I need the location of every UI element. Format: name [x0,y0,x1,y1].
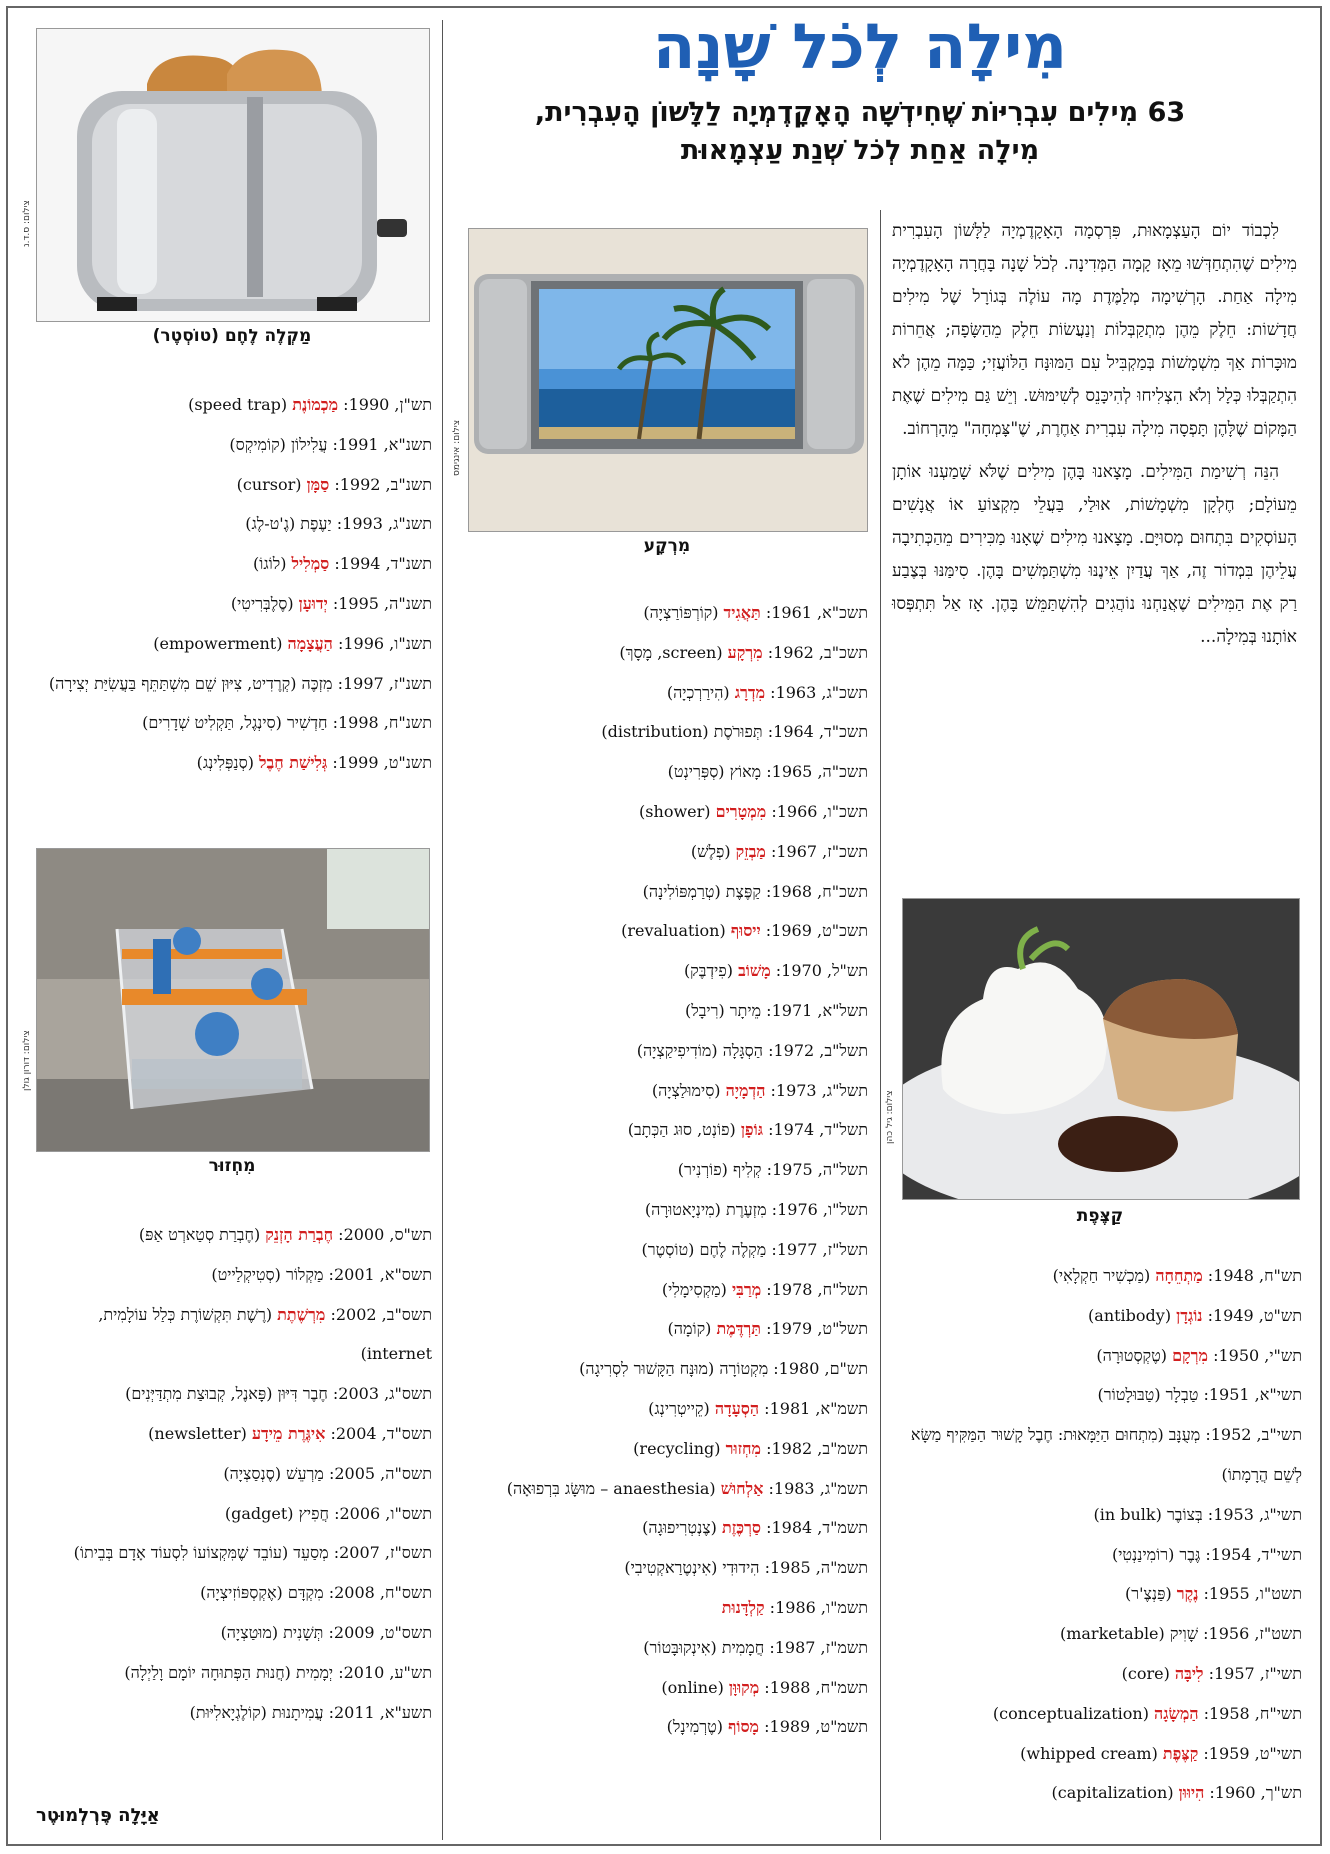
word-entry [902,1495,1302,1535]
entry-year: תשמ"ו, 1986: [764,1597,868,1617]
entry-year: תשכ"ז, 1967: [765,841,868,861]
entry-highlighted-word: מִרְקָם [1172,1345,1208,1365]
entry-highlighted-word: נֶקֶר [1176,1584,1199,1604]
entry-year: תש"ח, 1948: [1202,1266,1302,1285]
word-entry [36,664,432,704]
column-divider-right [880,210,881,1840]
entry-word-text: חַדְשִׁיר (סִינְגֶל, תַּקְלִיט שְׁדָרִים) [142,713,328,733]
entry-year: תשס"ז, 2007: [328,1543,432,1563]
page-subtitle [420,94,1300,170]
word-entry [468,1548,868,1588]
entry-year: תשל"ו, 1976: [766,1199,868,1219]
entry-highlighted-word: הַסְעָדָה [714,1398,760,1418]
word-entry [468,1469,868,1509]
entry-word-text: (screen, מָסָךְ) [619,642,728,662]
entry-highlighted-word: סַרְכֶּזֶת [722,1518,761,1538]
entry-year: תשל"ח, 1978: [761,1279,868,1299]
word-entry [36,1494,432,1534]
word-list-left-upper [36,385,432,783]
word-entry [902,1574,1302,1614]
word-entry [36,1414,432,1454]
entry-year: תש"י, 1950: [1207,1345,1302,1365]
entry-word-text: חֲפִיץ (gadget) [224,1503,329,1523]
word-entry [468,712,868,752]
entry-year: תשכ"ו, 1966: [766,801,868,821]
entry-year: תשמ"ג, 1983: [763,1478,868,1498]
entry-highlighted-word: מִרְשֶׁתֶת [277,1304,326,1324]
word-entry [902,1614,1302,1654]
word-entry [36,1255,432,1295]
entry-year: תשס"ד, 2004: [325,1423,432,1443]
word-entry [902,1694,1302,1734]
entry-word-text: (מַקְסִימָלִי) [661,1279,732,1299]
dessert-caption: קַצֶּפֶת [1076,1206,1124,1226]
entry-year: תשנ"ט, 1999: [327,753,432,773]
entry-word-text: תְּפוּרֹסֶת (distribution) [601,722,763,742]
entry-highlighted-word: מִדְרָג [734,682,766,702]
entry-year: תשס"ח, 2008: [323,1583,432,1603]
entry-highlighted-word: יִיסוּף [730,921,761,941]
entry-highlighted-word: נוֹגְדָן [1176,1305,1203,1325]
entry-word-text: יַעֶפֶת (גֶ'ט-לֶג) [245,514,332,534]
entry-year: תשנ"ה, 1995: [327,593,432,613]
recycling-photo [36,848,430,1152]
entry-year: תשל"ג, 1973: [765,1080,868,1100]
entry-highlighted-word: מְרַבִּי [731,1279,762,1299]
word-entry [468,951,868,991]
word-entry [36,743,432,783]
entry-word-text: גֶּבֶר (רוֹמִינַנְטִי) [1111,1544,1201,1564]
word-entry [902,1654,1302,1694]
entry-word-text: (core) [1121,1663,1175,1683]
word-entry [468,1508,868,1548]
entry-highlighted-word: מַכְמוֹנֶת [292,395,339,414]
entry-word-text: (הִירַרְכְיָה) [666,682,735,702]
word-entry [36,425,432,465]
entry-word-text: טַבְלָר (טַבּוּלָטוֹר) [1097,1385,1199,1405]
entry-word-text: שָׁוִיק (marketable) [1059,1624,1199,1644]
entry-word-text: (צֶנְטְרִיפוּגָה) [642,1518,722,1538]
word-entry [902,1296,1302,1336]
word-entry [36,385,432,425]
word-entry [468,1668,868,1708]
dessert-photo [902,898,1300,1200]
toaster-caption: מַקְלֶה לֶחֶם (טוֹסְטֶר) [152,326,312,346]
entry-highlighted-word: סַמָּן [306,474,330,494]
word-entry [468,1071,868,1111]
entry-word-text: בְּצוֹבֶר (in bulk) [1093,1504,1203,1524]
entry-year: תשע"א, 2011: [323,1702,432,1722]
entry-year: תשט"ו, 1955: [1198,1584,1302,1604]
entry-highlighted-word: מָסוֹף [728,1717,760,1737]
entry-word-text: מֵיתָר (רִיבָל) [684,1000,762,1020]
entry-word-text: (anaesthesia – מוּשָּׂג בִּרְפוּאָה) [506,1478,721,1498]
column-divider-left [442,20,443,1840]
dessert-photo-credit: צילום: גיל כהן [885,1090,895,1144]
entry-word-text: (recycling) [633,1438,726,1458]
word-entry [468,991,868,1031]
word-entry [468,1707,868,1747]
entry-year: תשכ"ה, 1965: [761,762,868,782]
entry-year: תשנ"ב, 1992: [329,474,432,494]
entry-word-text: הַסְגָּלָה (מוֹדִיפִיקַצְיָה) [636,1040,763,1060]
entry-year: תש"ם, 1980: [768,1359,868,1379]
entry-year: תשי"ד, 1954: [1200,1544,1302,1564]
entry-year: תשס"ג, 2003: [327,1384,432,1404]
entry-word-text: תְּשָׁנִית (מוּטַצְיָה) [220,1622,324,1642]
entry-highlighted-word: חֶבְרַת הָזְנֵק [265,1225,334,1244]
entry-word-text: (antibody) [1088,1305,1177,1325]
entry-word-text: מִקְטוֹרָה (מוּנָּח הַקָּשׁוּר לִסְרִיגָה) [579,1359,769,1379]
word-entry [902,1535,1302,1575]
entry-word-text: (whipped cream) [1020,1743,1163,1763]
word-entry [902,1734,1302,1774]
word-entry [468,1150,868,1190]
entry-year: תשכ"ב, 1962: [762,642,868,662]
word-entry [36,624,432,664]
entry-highlighted-word: מִרְקָע [727,642,763,662]
word-entry [468,1110,868,1150]
entry-word-text: חֲמָמִית (אִינְקוּבָּטוֹר) [643,1637,765,1657]
entry-year: תשמ"א, 1981: [759,1398,868,1418]
entry-highlighted-word: הַדְמָיָה [725,1080,766,1100]
entry-year: תשכ"ג, 1963: [765,682,868,702]
entry-word-text: (empowerment) [153,633,288,653]
entry-year: תשמ"ט, 1989: [759,1717,868,1737]
word-entry [36,504,432,544]
word-entry [468,673,868,713]
word-list-middle [468,593,868,1747]
entry-word-text: מַקְלוֹר (סְטִיקְלַייט) [211,1264,324,1284]
entry-word-text: (קֵייטְרִינְג) [648,1398,715,1418]
entry-highlighted-word: מִמְטָרִים [715,801,767,821]
entry-word-text: (פוֹנְט, סוּג הַכְּתָב) [627,1120,741,1140]
entry-highlighted-word: מָשׁוֹב [738,961,771,981]
entry-word-text: קְלִיף (פוֹרְנִיר) [677,1160,762,1180]
word-entry [36,1613,432,1653]
word-entry [468,1230,868,1270]
entry-year: תש"ע, 2010: [333,1662,432,1682]
entry-year: תש"ן, 1990: [338,395,432,414]
entry-highlighted-word: הַמְשָׂגָה [1154,1703,1199,1723]
entry-word-text: חֶבֶר דִּיּוּן (פָּאנֶל, קְבוּצַת מִתְדַּיְּנִים) [125,1384,328,1404]
entry-word-text: יְמָמִית (חֲנוּת הַפְּתוּחָה יוֹמָם וָלַיְלָה) [124,1662,334,1682]
entry-highlighted-word: גּוֹפָן [740,1120,763,1140]
entry-word-text: הִידוּדִי (אִינְטֶרַאקְטִיבִי) [624,1558,760,1578]
entry-year: תשכ"ד, 1964: [762,722,868,742]
word-entry [36,1374,432,1414]
entry-word-text: (רֶשֶׁת תִּקְשׁוֹרֶת כְּלַל עוֹלָמִית, internet) [98,1304,432,1364]
toaster-photo-credit: צילום: ס.ד.נ [22,200,32,247]
recycling-cage-illustration [37,849,429,1151]
word-entry [36,1533,432,1573]
word-entry [468,633,868,673]
entry-highlighted-word: אִיגֶּרֶת מֵידָע [252,1423,326,1443]
entry-word-text: (מַכְשִׁיר חַקְלָאִי) [1052,1266,1156,1285]
entry-year: תש"ס, 2000: [333,1225,432,1244]
entry-year: תשכ"א, 1961: [760,603,868,622]
entry-year: תש"ט, 1949: [1202,1305,1302,1325]
page-title: מִילָה לְכֹל שָׁנָה [652,10,1068,83]
entry-word-text: עֲמִיתָנוּת (קוֹלֶגְיָאלִיּוּת) [189,1702,324,1722]
entry-year: תשס"ו, 2006: [328,1503,432,1523]
entry-word-text: (לוֹגוֹ) [253,554,292,574]
word-entry [468,792,868,832]
word-entry [468,1270,868,1310]
tv-illustration [469,229,867,531]
word-entry [468,1429,868,1469]
entry-word-text: עֲלִילוֹן (קוֹמִיקְס) [229,434,328,454]
screen-photo [468,228,868,532]
recycling-caption: מִחְזוּר [208,1156,256,1176]
word-entry [36,1653,432,1693]
entry-word-text: (cursor) [236,474,307,494]
intro-text [892,215,1297,664]
entry-highlighted-word: מַבְזֵק [735,841,766,861]
entry-word-text: (online) [661,1677,729,1697]
entry-word-text: מָאוֹץ (סְפְּרִינְט) [667,762,762,782]
entry-year: תשי"ז, 1957: [1203,1663,1302,1683]
entry-year: תשמ"ד, 1984: [761,1518,868,1538]
entry-word-text: מְעֻנָּב (מִתְחוּם הַיַּמָּאוּת: חֶבֶל קָשׁוּר הַמַּקִּיף מַשָּׂא לְשֵׁם הֲרָמָתוֹ) [910,1425,1302,1484]
entry-year: תשל"ז, 1977: [766,1239,868,1259]
entry-word-text: מַרְעֵשׁ (סֶנְסַצְיָה) [223,1463,324,1483]
word-entry [902,1415,1302,1495]
entry-word-text: (חֶבְרַת סְטַארְט אַפּ) [138,1225,266,1244]
toaster-illustration [37,29,429,321]
subtitle-line-1: 63 מִילִים עִבְרִיּוֹת שֶׁחִידְשָׁה הָאָקָדֶמְיָה לַלָּשׁוֹן הָעִבְרִית, [534,97,1186,128]
entry-word-text: (קוֹרְפּוֹרַצְיָה) [643,603,724,622]
entry-year: תשמ"ח, 1988: [759,1677,868,1697]
word-entry [468,593,868,633]
recycling-photo-credit: צילום: דורון גולן [22,1030,32,1091]
entry-year: תשכ"ט, 1969: [760,921,868,941]
entry-word-text: (פְלֶשׁ) [690,841,736,861]
entry-year: תשט"ז, 1956: [1198,1624,1302,1644]
entry-highlighted-word: הִיוּוּן [1178,1783,1205,1803]
word-entry [468,1628,868,1668]
word-entry [468,1031,868,1071]
dessert-illustration [903,899,1299,1199]
word-entry [902,1375,1302,1415]
entry-year: תשמ"ז, 1987: [764,1637,868,1657]
entry-word-text: מִזְעֶרֶת (מִינְיָאטוּרָה) [644,1199,767,1219]
entry-year: תשל"א, 1971: [761,1000,868,1020]
entry-highlighted-word: הַעֲצָמָה [287,633,333,653]
word-entry [36,465,432,505]
author-byline: אַיָּלָה פֶּרְלְמוּטֶר [36,1805,160,1826]
word-entry [902,1256,1302,1296]
entry-word-text: (סֶלֶבְּרִיטִי) [230,593,299,613]
word-list-right [902,1256,1302,1813]
entry-highlighted-word: יְדוּעָן [298,593,328,613]
word-entry [36,544,432,584]
entry-year: תשמ"ה, 1985: [759,1558,868,1578]
entry-word-text: מִזְכֶּה (קְרֶדִיט, צִיּוּן שֵׁם מִשְׁתַּתֵּף בַּעֲשִׂיַּת יְצִירָה) [48,673,333,693]
entry-word-text: (סְנַפְּלִינְג) [196,753,260,773]
entry-year: תשל"ד, 1974: [763,1120,868,1140]
entry-year: תשי"ח, 1958: [1198,1703,1302,1723]
word-entry [468,752,868,792]
entry-word-text: (טֶרְמִינָל) [666,1717,729,1737]
entry-year: תשנ"ז, 1997: [332,673,432,693]
entry-year: תשס"א, 2001: [323,1264,432,1284]
entry-word-text: (capitalization) [1051,1783,1179,1803]
entry-highlighted-word: אַלְחוּשׁ [720,1478,764,1498]
word-entry [468,1309,868,1349]
entry-year: תשכ"ח, 1968: [760,881,868,901]
word-entry [468,1389,868,1429]
entry-year: תשנ"ח, 1998: [327,713,432,733]
entry-word-text: (conceptualization) [992,1703,1155,1723]
entry-year: תשנ"א, 1991: [327,434,432,454]
entry-word-text: (shower) [639,801,716,821]
entry-year: תשל"ה, 1975: [761,1160,868,1180]
word-entry [36,1693,432,1733]
entry-year: תשס"ב, 2002: [325,1304,432,1324]
word-list-left-lower [36,1215,432,1732]
word-entry [468,1588,868,1628]
entry-year: תשס"ה, 2005: [323,1463,432,1483]
entry-word-text: מַקְלֶה לֶחֶם (טוֹסְטֶר) [641,1239,767,1259]
entry-word-text: (פַּנְצֶ'ר) [1125,1584,1177,1604]
word-entry [36,584,432,624]
entry-year: תשנ"ד, 1994: [329,554,432,574]
intro-paragraph-2: הִנֵּה רְשִׁימַת הַמִּילִים. מָצָאנוּ בָּהֶן מִילִים שֶׁלֹּא שָׁמַעְנוּ אוֹתָן מֵעוֹלָם; חֶלְקָן מִשְׁמָשׁוֹת, אוּלַי, בַּעֲלֵי מִקְצוֹעַ אוֹ אֲנָשִׁים הָעוֹסְקִים בִּתְחוּם מְסוּיָּם. מָצָאנוּ מִילִים שֶׁאָנוּ מַכִּירִים מֵהַכְּתִיבָה עֲלֵיהֶן בִּמְדוֹר זֶה, אַךְ עֲדַיִן אֵינֶנּוּ מִשְׁתַּמְּשִׁים בָּהֶן. סִימַּנּוּ בְּצֶבַע רַק אֶת הַמִּילִים שֶׁאֲנַחְנוּ נוֹהֲגִים לְהִשְׁתַּמֵּשׁ בָּהֶן. אָז אַל תִּתְפְּסוּ אוֹתָנוּ בְּמִילָה... [892,462,1297,647]
entry-highlighted-word: מְקוּוָּן [728,1677,760,1697]
screen-photo-credit: צילום: אינגימס [452,420,462,477]
entry-highlighted-word: תַּאֲגִיד [723,603,761,622]
entry-highlighted-word: גְּלִישַׁת חֶבֶל [259,753,328,773]
word-entry [468,1349,868,1389]
entry-word-text: מְסַעֵד (עוֹבֵד שֶׁמִּקְצוֹעוֹ לִסְעוֹד אָדָם בְּבֵיתוֹ) [73,1543,329,1563]
entry-word-text: (סִימוּלַצְיָה) [651,1080,726,1100]
word-entry [36,703,432,743]
entry-word-text: מִקְדָּם (אֶקְסְפּוֹזִיצְיָה) [200,1583,324,1603]
entry-word-text: (קוֹמָה) [667,1319,717,1339]
word-entry [36,1215,432,1255]
entry-highlighted-word: מִחְזוּר [725,1438,761,1458]
entry-year: תשנ"ו, 1996: [332,633,432,653]
word-entry [902,1336,1302,1376]
entry-year: תש"ך, 1960: [1204,1783,1302,1803]
entry-word-text: (speed trap) [188,395,293,414]
word-entry [902,1773,1302,1813]
entry-highlighted-word: מַתְחֵחָה [1155,1266,1203,1285]
entry-word-text: (newsletter) [148,1423,252,1443]
entry-word-text: (פִידְבֶּק) [683,961,739,981]
word-entry [468,1190,868,1230]
word-entry [468,872,868,912]
entry-highlighted-word: קַצֶּפֶת [1162,1743,1199,1763]
entry-year: תשל"ט, 1979: [761,1319,868,1339]
entry-year: תש"ל, 1970: [770,961,868,981]
entry-year: תשמ"ב, 1982: [760,1438,868,1458]
entry-word-text: קַפֶּצֶת (טְרַמְפּוֹלִינָה) [642,881,761,901]
word-entry [468,832,868,872]
entry-highlighted-word: לִיבָּה [1174,1663,1204,1683]
entry-year: תשל"ב, 1972: [762,1040,868,1060]
entry-highlighted-word: סַמְלִיל [291,554,330,574]
entry-year: תשי"ג, 1953: [1202,1504,1302,1524]
word-entry [36,1295,432,1375]
entry-word-text: (טֶקְסְטוּרָה) [1096,1345,1173,1365]
entry-year: תשנ"ג, 1993: [331,514,432,534]
entry-year: תשי"ט, 1959: [1198,1743,1302,1763]
word-entry [36,1573,432,1613]
entry-highlighted-word: תַּרְדֶּמֶת [716,1319,762,1339]
word-entry [36,1454,432,1494]
screen-caption: מִרְקָע [643,536,691,556]
toaster-photo [36,28,430,322]
word-entry [468,911,868,951]
subtitle-line-2: מִילָה אַחַת לְכֹל שְׁנַת עַצְמָאוּת [680,135,1040,166]
entry-year: תשי"א, 1951: [1198,1385,1302,1405]
entry-year: תשי"ב, 1952: [1200,1425,1302,1445]
entry-year: תשס"ט, 2009: [323,1622,432,1642]
entry-highlighted-word: קַלְדָּנוּת [721,1597,765,1617]
intro-paragraph-1: לִכְבוֹד יוֹם הָעַצְמָאוּת, פִּרְסְמָה הָאָקָדֶמְיָה לַלָּשׁוֹן הָעִבְרִית מִילִים שֶׁהִתְחַדְּשׁוּ מֵאָז קָמָה הַמְּדִינָה. לְכֹל שָׁנָה בָּחֲרָה הָאָקָדֶמְיָה מִילָה אַחַת. הָרְשִׁימָה מְלַמֶּדֶת מָה עוֹלֶה בְּגוֹרָל שֶׁל מִילִים חֲדָשׁוֹת: חֵלֶק מֵהֶן מִתְקַבְּלוֹת וְנַעֲשׂוֹת חֵלֶק מֵהַשָּׂפָה; אֲחֵרוֹת מוּכָּרוֹת אַךְ מִשְׁמָשׁוֹת בְּמַקְבִּיל עִם הַמּוּנָּח הַלּוֹעֲזִי; כַּמָּה מֵהֶן לֹא הִתְקַבְּלוּ כְּלָל וְלֹא הִצְלִיחוּ לְהִיכָּנֵס לְשִׁימּוּשׁ. וְיֵשׁ גַּם מִילִים שֶׁאֶת הַמָּקוֹם שֶׁלָּהֶן תָּפְסָה מִילָה עִבְרִית אַחֶרֶת, שֶׁ"צָּמְחָה" מֵהָרְחוֹב. [892,221,1297,439]
entry-word-text: (revaluation) [621,921,731,941]
